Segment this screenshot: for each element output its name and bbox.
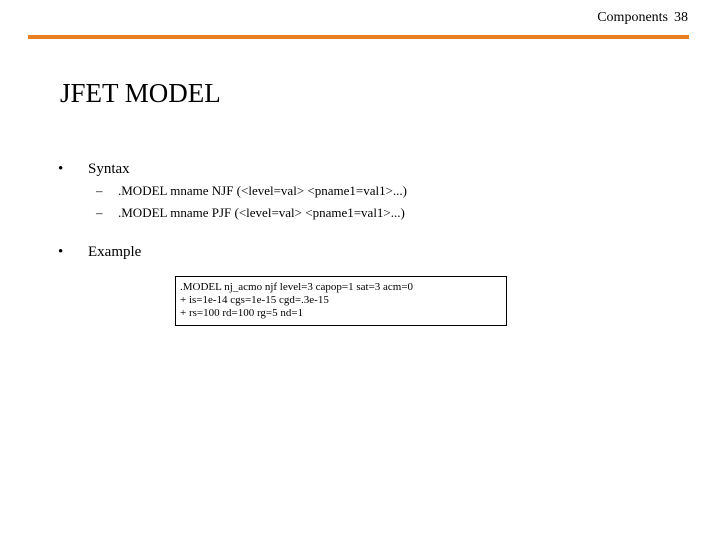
bullet-example-label: Example — [88, 244, 142, 260]
bullet-syntax — [58, 161, 130, 178]
slide-title: JFET MODEL — [60, 78, 221, 108]
example-code-box — [175, 276, 507, 326]
bullet-syntax-label: Syntax — [88, 161, 130, 177]
header-divider — [28, 35, 689, 39]
bullet-example — [58, 244, 141, 261]
code-line-1: .MODEL nj_acmo njf level=3 capop=1 sat=3 acm=0 — [180, 281, 414, 293]
syntax-item-pjf — [96, 205, 405, 221]
bullet-marker: • — [58, 161, 64, 177]
dash-marker: – — [96, 205, 103, 220]
bullet-marker: • — [58, 244, 64, 260]
dash-marker: – — [96, 183, 103, 198]
header-section-title: Components — [597, 10, 668, 25]
code-line-2: + is=1e-14 cgs=1e-15 cgd=.3e-15 — [180, 294, 329, 306]
code-line-3: + rs=100 rd=100 rg=5 nd=1 — [180, 307, 304, 319]
syntax-njf-text: .MODEL mname NJF (<level=val> <pname1=val1>...) — [118, 183, 408, 198]
syntax-pjf-text: .MODEL mname PJF (<level=val> <pname1=val1>...) — [118, 205, 405, 220]
page-header — [597, 10, 688, 26]
syntax-item-njf — [96, 183, 407, 199]
page-number: 38 — [674, 10, 688, 25]
